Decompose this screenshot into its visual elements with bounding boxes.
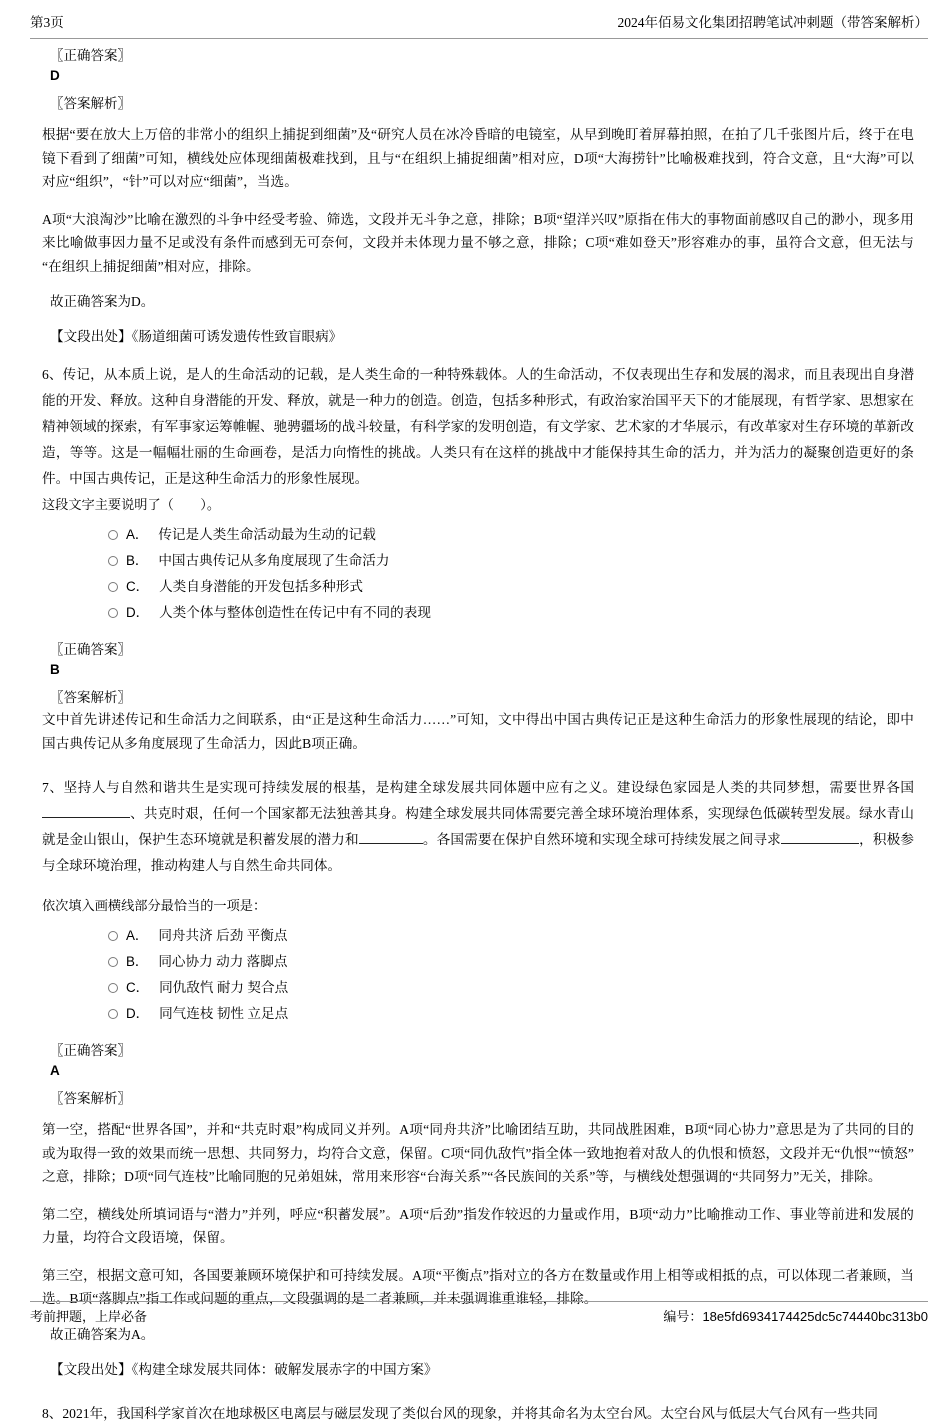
q7-option-d[interactable] [108,1001,914,1027]
q7-conclusion: 故正确答案为A。 [50,1326,155,1342]
q5-analysis-label: 〖答案解析〗 [50,96,131,111]
q5-analysis-paragraph-1: 根据“要在放大上万倍的非常小的组织上捕捉到细菌”及“研究人员在冰冷昏暗的电镜室，从早到晚盯着屏幕拍照，在拍了几千张图片后，终于在电镜下看到了细菌”可知，横线处应体现细菌极难找到，且与“在组织上捕捉细菌”相对应，D项“大海捞针”比喻极难找到，符合文意，且“大海”可以对应“组织”，“针”可以对应“细菌”，当选。 [42,127,914,189]
q7-option-b-key: B． [126,954,149,969]
q6-option-c[interactable] [108,574,914,600]
q6-answer-value: B [50,662,60,677]
q7-stem-segment-1: 7、坚持人与自然和谐共生是实现可持续发展的根基，是构建全球发展共同体题中应有之义。建设绿色家园是人类的共同梦想，需要世界各国 [42,780,914,795]
q7-passage-source [50,1359,914,1381]
q6-stem: 6、传记，从本质上说，是人的生命活动的记载，是人类生命的一种特殊载体。人的生命活动，不仅表现出生存和发展的渴求，而且表现出自身潜能的开发、释放。这种自身潜能的开发、释放，就是一种力的创造。创造，包括多种形式，有政治家治国平天下的才能展现，有哲学家、思想家在精神领域的探索，有军事家运筹帷幄、驰骋疆场的战斗较量，有科学家的发明创造，有文学家、艺术家的才华展示，有改革家对生存环境的革新改造，等等。这是一幅幅壮丽的生命画卷，是活力向惰性的挑战。人类只有在这样的挑战中才能保持其生命的活力，并为活力的凝聚创造更好的条件。中国古典传记，正是这种生命活力的形象性展现。 [42,367,914,486]
q7-option-c[interactable] [108,975,914,1001]
q7-blank-3 [781,843,859,844]
q6-prompt: 这段文字主要说明了（ ）。 [42,497,221,512]
q6-option-b-text: 中国古典传记从多角度展现了生命活力 [158,553,390,568]
q5-correct-answer-label: 〖正确答案〗 [50,48,131,63]
q7-option-d-key: D． [126,1006,150,1021]
q7-blank-2 [359,843,423,844]
q7-analysis-label: 〖答案解析〗 [50,1091,131,1106]
q5-analysis-paragraph-2: A项“大浪淘沙”比喻在激烈的斗争中经受考验、筛选，文段并无斗争之意，排除；B项“望洋兴叹”原指在伟大的事物面前感叹自己的渺小，现多用来比喻做事因力量不足或没有条件而感到无可奈何，文段并未体现力量不够之意，排除；C项“难如登天”形容难办的事，虽符合文意，但无法与“在组织上捕捉细菌”相对应，排除。 [42,211,914,274]
q7-option-a-text: 同舟共济 后劲 平衡点 [158,928,288,943]
q5-conclusion: 故正确答案为D。 [50,294,155,309]
q7-analysis-paragraph-3: 第三空，根据文意可知，各国要兼顾环境保护和可持续发展。A项“平衡点”指对立的各方在数量或作用上相等或相抵的点，可以体现二者兼顾，当选。B项“落脚点”指工作或问题的重点，文段强调的是二者兼顾，并未强调谁重谁轻，排除。 [42,1267,914,1306]
radio-button-icon[interactable] [108,957,118,967]
q7-stem-segment-3: 。各国需要在保护自然环境和实现全球可持续发展之间寻求 [422,832,781,847]
q6-option-d-text: 人类个体与整体创造性在传记中有不同的表现 [159,605,431,620]
q7-stem [42,775,914,879]
q7-analysis-paragraph-1: 第一空，搭配“世界各国”，并和“共克时艰”构成同义并列。A项“同舟共济”比喻团结互助，共同战胜困难，B项“同心协力”意思是为了共同的目的或为取得一致的效果而统一思想、共同努力，均符合文意，保留。C项“同仇敌忾”指全体一致地抱着对敌人的仇恨和愤怒，文段并无“仇恨”“愤怒”之意，排除；D项“同气连枝”比喻同胞的兄弟姐妹，常用来形容“台海关系”“各民族间的关系”等，与横线处想强调的“共同努力”无关，排除。 [42,1122,914,1184]
q7-options [42,923,914,1027]
footer-slogan: 考前押题，上岸必备 [30,1309,148,1324]
q6-option-d[interactable] [108,600,914,626]
radio-button-icon[interactable] [108,582,118,592]
q6-option-b-key: B． [126,553,149,568]
radio-button-icon[interactable] [108,1009,118,1019]
q5-passage-source-title: 《肠道细菌可诱发遗传性致盲眼病》 [131,329,343,344]
q7-option-a-key: A． [126,928,149,943]
page-header [30,14,928,39]
q7-blank-1 [42,817,130,818]
q7-stem-segment-4: ，积极参与全球环境治理，推动构建人与自然生命共同体。 [42,832,915,873]
page-number-label: 第3页 [30,15,64,30]
radio-button-icon[interactable] [108,931,118,941]
document-title: 2024年佰易文化集团招聘笔试冲刺题（带答案解析） [617,15,928,30]
page-footer [30,1301,928,1327]
q6-option-a[interactable] [108,522,914,548]
radio-button-icon[interactable] [108,556,118,566]
q7-stem-segment-2: 、共克时艰，任何一个国家都无法独善其身。构建全球发展共同体需要完善全球环境治理体系，实现绿色低碳转型发展。绿水青山就是金山银山，保护生态环境就是积蓄发展的潜力和 [42,806,914,847]
q7-passage-source-title: 《构建全球发展共同体：破解发展赤字的中国方案》 [131,1361,438,1377]
footer-serial-value: 18e5fd6934174425dc5c74440bc313b0 [702,1309,928,1324]
radio-button-icon[interactable] [108,530,118,540]
q6-option-c-text: 人类自身潜能的开发包括多种形式 [159,579,363,594]
q7-prompt: 依次填入画横线部分最恰当的一项是： [42,898,267,913]
footer-serial [663,1307,928,1327]
document-content [42,46,914,1427]
q7-passage-source-label: 【文段出处】 [50,1361,132,1377]
q7-correct-answer-label: 〖正确答案〗 [50,1043,131,1058]
footer-serial-label: 编号： [663,1309,703,1324]
q6-options [42,522,914,626]
q8-stem: 8、2021年，我国科学家首次在地球极区电离层与磁层发现了类似台风的现象，并将其命名为太空台风。太空台风与低层大气台风有一些共同 [42,1405,879,1421]
q6-option-a-key: A． [126,527,149,542]
q5-answer-value: D [50,68,60,83]
q6-option-b[interactable] [108,548,914,574]
q6-option-a-text: 传记是人类生命活动最为生动的记载 [158,527,376,542]
q6-correct-answer-label: 〖正确答案〗 [50,642,131,657]
q7-option-d-text: 同气连枝 韧性 立足点 [159,1006,289,1021]
q6-analysis-paragraph: 文中首先讲述传记和生命活力之间联系，由“正是这种生命活力……”可知，文中得出中国古典传记正是这种生命活力的形象性展现的结论，即中国古典传记从多角度展现了生命活力，因此B项正确。 [42,712,914,751]
q6-option-d-key: D． [126,605,150,620]
radio-button-icon[interactable] [108,608,118,618]
q7-option-b[interactable] [108,949,914,975]
q6-analysis-label: 〖答案解析〗 [50,690,131,705]
q7-option-c-key: C． [126,980,150,995]
q7-analysis-paragraph-2: 第二空，横线处所填词语与“潜力”并列，呼应“积蓄发展”。A项“后劲”指发作较迟的力量或作用，B项“动力”比喻推动工作、事业等前进和发展的力量，均符合文段语境，保留。 [42,1206,914,1245]
q7-option-b-text: 同心协力 动力 落脚点 [158,954,288,969]
q5-passage-source [50,326,914,348]
q7-answer-value: A [50,1063,60,1078]
q7-option-c-text: 同仇敌忾 耐力 契合点 [159,980,289,995]
q7-option-a[interactable] [108,923,914,949]
q5-passage-source-label: 【文段出处】 [50,329,132,344]
q6-option-c-key: C． [126,579,150,594]
radio-button-icon[interactable] [108,983,118,993]
